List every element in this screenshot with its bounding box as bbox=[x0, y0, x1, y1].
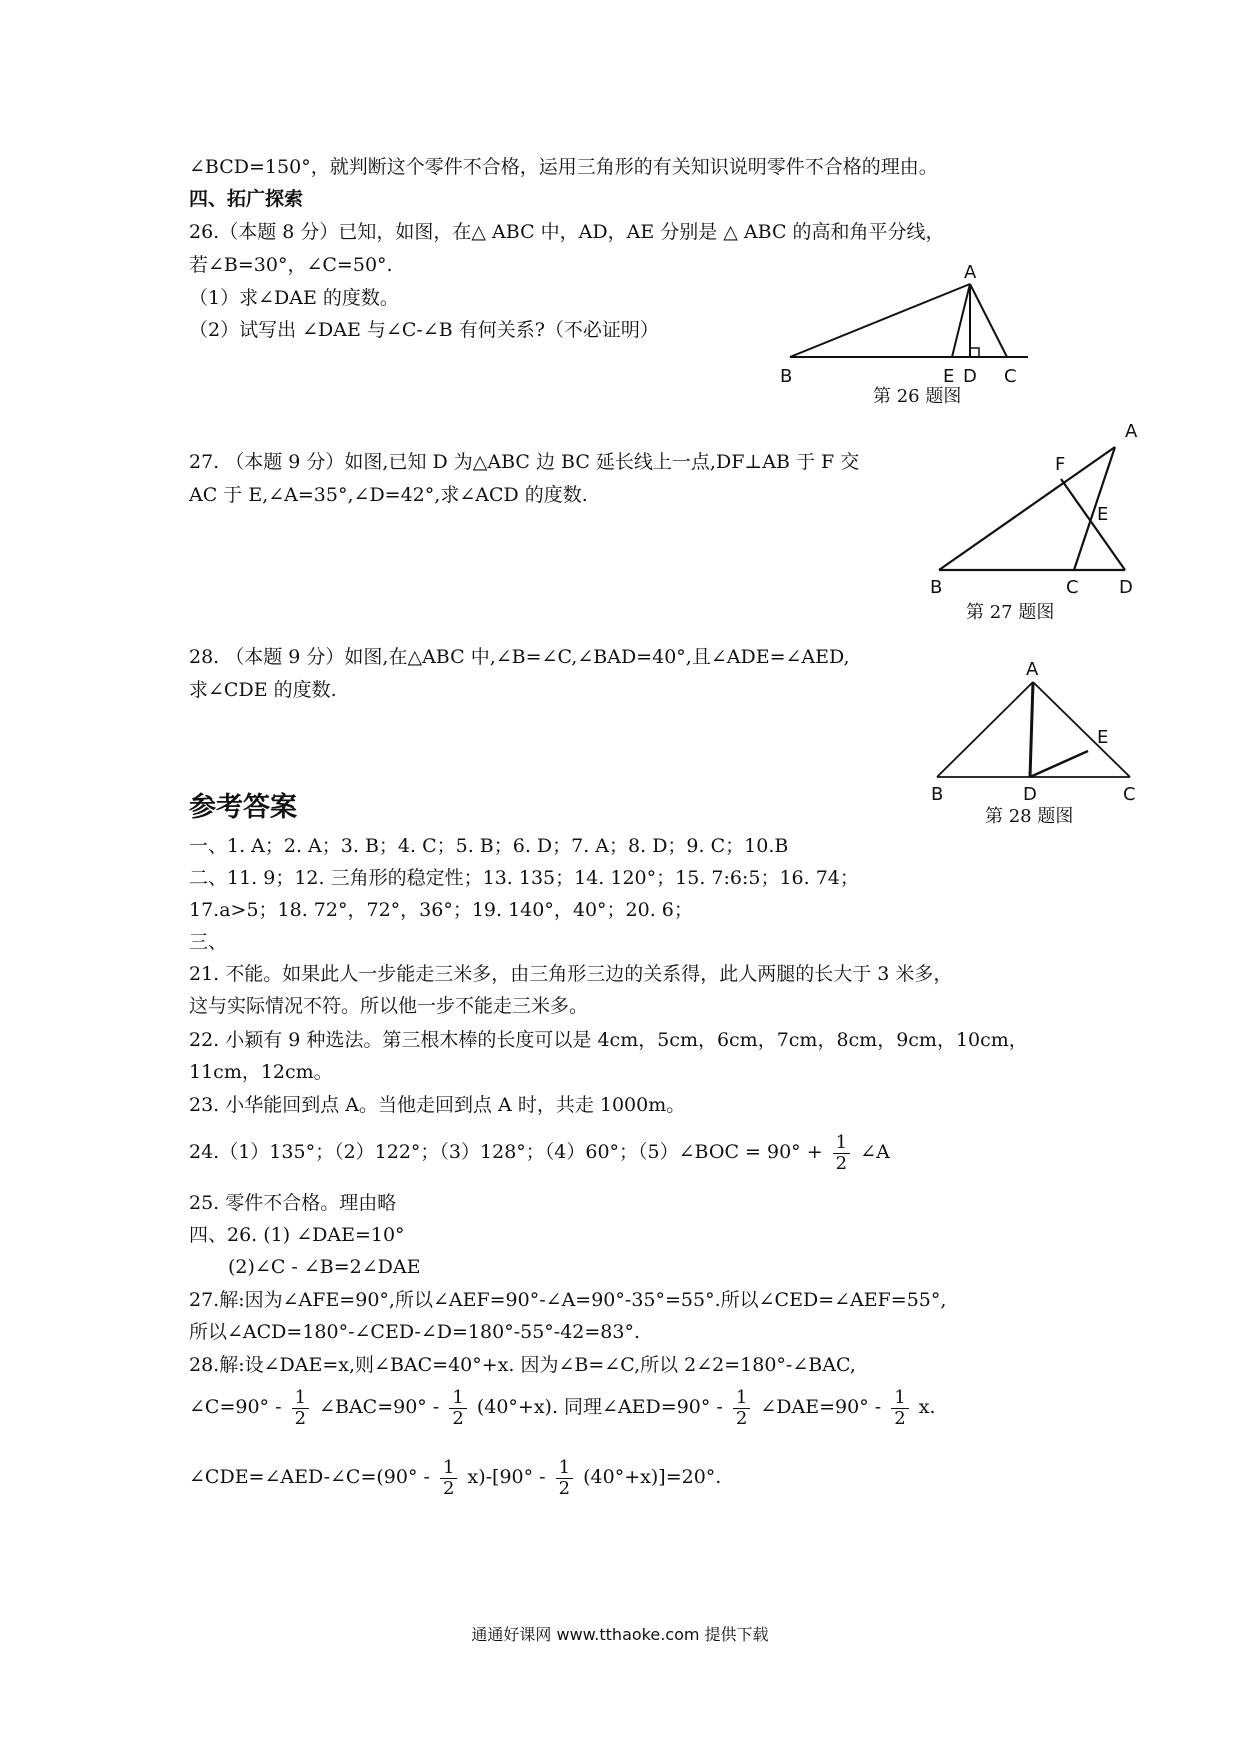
text-line: ∠BCD=150°，就判断这个零件不合格，运用三角形的有关知识说明零件不合格的理由。 bbox=[189, 156, 938, 178]
point-label: F bbox=[1055, 454, 1066, 475]
section-heading: 四、拓广探索 bbox=[189, 188, 304, 210]
question-26-part1: （1）求∠DAE 的度数。 bbox=[189, 287, 399, 309]
point-label: B bbox=[930, 577, 943, 598]
answer-26: (2)∠C - ∠B=2∠DAE bbox=[228, 1256, 421, 1278]
point-label: D bbox=[1119, 577, 1133, 598]
answer-24-text: 24.（1）135°；（2）122°；（3）128°；（4）60°；（5）∠BOC = 90° + bbox=[189, 1141, 823, 1163]
answer-line: 一、1. A；2. A；3. B；4. C；5. B；6. D；7. A；8. D；9. C；10.B bbox=[189, 835, 789, 857]
point-label: E bbox=[1097, 727, 1109, 748]
point-label: C bbox=[1123, 784, 1136, 805]
fraction: $\frac{1}{2}$ bbox=[440, 1458, 457, 1499]
fraction: $\frac{1}{2}$ bbox=[891, 1388, 908, 1429]
point-label: A bbox=[964, 262, 977, 283]
point-label: E bbox=[1097, 504, 1109, 525]
answer-25: 25. 零件不合格。理由略 bbox=[189, 1192, 397, 1214]
fraction: $\frac{1}{2}$ bbox=[556, 1458, 573, 1499]
answer-28: ∠CDE=∠AED-∠C=(90° - $\frac{1}{2}$ x)-[90° - $\frac{1}{2}$ (40°+x)]=20°. bbox=[189, 1456, 722, 1499]
answer-line: 三、 bbox=[189, 931, 228, 953]
answer-27: 27.解:因为∠AFE=90°,所以∠AEF=90°-∠A=90°-35°=55°.所以∠CED=∠AEF=55°, bbox=[189, 1289, 947, 1311]
fraction: $\frac{1}{2}$ bbox=[449, 1388, 466, 1429]
answer-26: 四、26. (1) ∠DAE=10° bbox=[189, 1224, 405, 1246]
figure-27-caption: 第 27 题图 bbox=[966, 602, 1055, 623]
fraction: $\frac{1}{2}$ bbox=[733, 1388, 750, 1429]
answer-28: 28.解:设∠DAE=x,则∠BAC=40°+x. 因为∠B=∠C,所以 2∠2=180°-∠BAC, bbox=[189, 1354, 856, 1376]
answer-24-text: ∠A bbox=[860, 1141, 890, 1163]
point-label: E bbox=[943, 366, 955, 387]
answers-title: 参考答案 bbox=[189, 792, 297, 823]
question-28-text: 28. （本题 9 分）如图,在△ABC 中,∠B=∠C,∠BAD=40°,且∠ADE=∠AED, bbox=[189, 646, 850, 668]
answer-24 bbox=[189, 1130, 890, 1176]
figure-28 bbox=[925, 655, 1150, 805]
question-26-text: 若∠B=30°，∠C=50°. bbox=[189, 254, 393, 276]
point-label: A bbox=[1125, 421, 1138, 442]
question-27-text: AC 于 E,∠A=35°,∠D=42°,求∠ACD 的度数. bbox=[189, 484, 588, 506]
point-label: C bbox=[1066, 577, 1079, 598]
answer-28: ∠C=90° - $\frac{1}{2}$ ∠BAC=90° - $\frac{1}{2}$ (40°+x). 同理∠AED=90° - $\frac{1}{2}$ ∠DAE=90° - $\frac{1}{2}$ x. bbox=[189, 1386, 936, 1429]
answer-22: 22. 小颖有 9 种选法。第三根木棒的长度可以是 4cm，5cm，6cm，7cm，8cm，9cm，10cm， bbox=[189, 1029, 1028, 1051]
footer: 通通好课网 www.tthaoke.com 提供下载 bbox=[471, 1625, 769, 1644]
figure-26-caption: 第 26 题图 bbox=[873, 386, 962, 407]
fraction: $\frac{1}{2}$ bbox=[833, 1133, 850, 1174]
answer-22: 11cm，12cm。 bbox=[189, 1061, 333, 1083]
point-label: D bbox=[963, 366, 977, 387]
point-label: B bbox=[931, 784, 944, 805]
point-label: B bbox=[780, 366, 793, 387]
question-26-part2: （2）试写出 ∠DAE 与∠C-∠B 有何关系?（不必证明） bbox=[189, 319, 659, 341]
answer-21: 这与实际情况不符。所以他一步不能走三米多。 bbox=[189, 995, 589, 1017]
question-26-text: 26.（本题 8 分）已知，如图，在△ ABC 中，AD，AE 分别是 △ ABC 的高和角平分线， bbox=[189, 221, 945, 243]
figure-27 bbox=[925, 421, 1150, 600]
answer-line: 二、11. 9；12. 三角形的稳定性；13. 135；14. 120°；15. 7:6:5；16. 74； bbox=[189, 867, 859, 889]
point-label: A bbox=[1026, 659, 1039, 680]
answer-21: 21. 不能。如果此人一步能走三米多，由三角形三边的关系得，此人两腿的长大于 3 米多， bbox=[189, 963, 953, 985]
fraction: $\frac{1}{2}$ bbox=[292, 1388, 309, 1429]
answer-27: 所以∠ACD=180°-∠CED-∠D=180°-55°-42=83°. bbox=[189, 1321, 641, 1343]
answer-line: 17.a>5；18. 72°，72°，36°；19. 140°，40°；20. 6； bbox=[189, 899, 693, 921]
point-label: D bbox=[1023, 784, 1037, 805]
figure-28-caption: 第 28 题图 bbox=[985, 806, 1074, 827]
question-28-text: 求∠CDE 的度数. bbox=[189, 679, 337, 701]
question-27-text: 27. （本题 9 分）如图,已知 D 为△ABC 边 BC 延长线上一点,DF⊥AB 于 F 交 bbox=[189, 451, 860, 473]
point-label: C bbox=[1004, 366, 1017, 387]
answer-23: 23. 小华能回到点 A。当他走回到点 A 时，共走 1000m。 bbox=[189, 1094, 686, 1116]
